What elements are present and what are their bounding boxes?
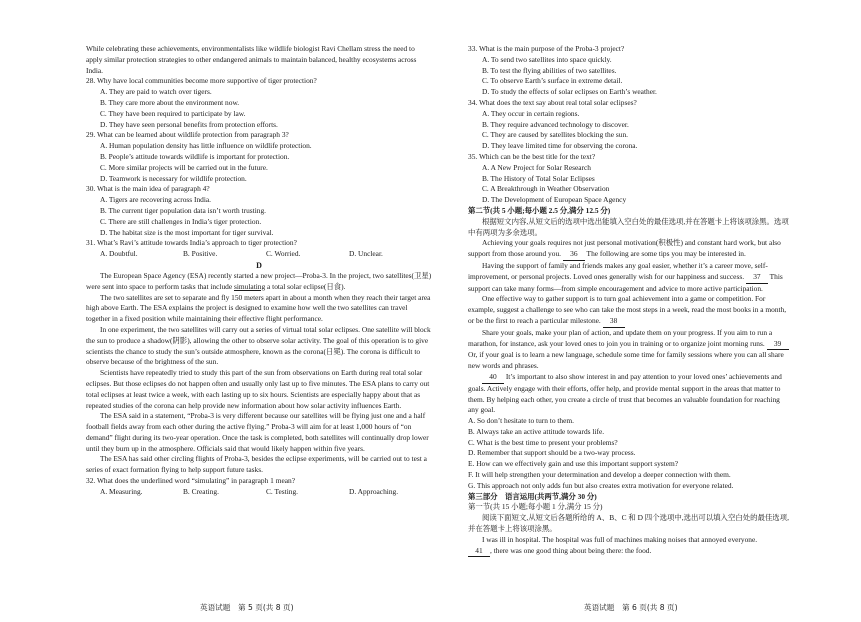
passage-d-paragraph-5: The ESA said in a statement, “Proba-3 is very different because our satellites will be flying just one and a half football fields away from each other during the active flying.” Proba-3 will aim for at least 1,000 hours of “on demand” flight during its two-year operation. Once the task is completed, both satellites will continually drop lower until they burn up in the atmosphere. Officials said that would likely happen within five years. xyxy=(86,411,429,453)
left-column xyxy=(86,44,432,498)
option: D. Unclear. xyxy=(349,249,383,259)
text: a total solar eclipse(日食). xyxy=(265,281,346,291)
option: C. More similar projects will be carried out in the future. xyxy=(100,162,268,172)
option: B. Creating. xyxy=(183,486,219,496)
option: B. Positive. xyxy=(183,249,218,259)
options-row xyxy=(86,249,432,260)
text: The European Space Agency (ESA) recently started a new project—Proba-3. In the project, two satellites(卫星) were sent into space to perform tasks that include xyxy=(86,270,432,291)
option: C. Worried. xyxy=(266,249,301,259)
option: B. They care more about the environment now. xyxy=(100,97,240,107)
option: D. To study the effects of solar eclipses on Earth’s weather. xyxy=(482,87,657,97)
option: C. There are still challenges in India’s tiger protection. xyxy=(100,216,262,226)
question-28 xyxy=(86,76,432,130)
question-31 xyxy=(86,238,432,260)
choice: G. This approach not only adds fun but also creates extra motivation for everyone related. xyxy=(468,480,734,490)
option: B. People’s attitude towards wildlife is important for protection. xyxy=(100,151,290,161)
part-3-instructions: 阅读下面短文,从短文后各题所给的 A、B、C 和 D 四个选项中,选出可以填入空白处的最佳选项,并在答题卡上将该项涂黑。 xyxy=(468,513,789,534)
option: A. Tigers are recovering across India. xyxy=(100,195,212,205)
option: B. They require advanced technology to discover. xyxy=(482,119,629,129)
text: One effective way to gather support is to turn goal achievement into a game or competition. For example, suggest a challenge to see who can take the most steps in a week, read the most books in a month, or be the first to reach a particular milestone. xyxy=(468,294,787,325)
option: D. Teamwork is necessary for wildlife protection. xyxy=(100,173,247,183)
section-2-instructions: 根据短文内容,从短文后的选项中选出能填入空白处的最佳选项,并在答题卡上将该项涂黑。选项中有两项为多余选项。 xyxy=(468,216,789,237)
blank-40: 40 xyxy=(482,372,504,384)
text: Or, if your goal is to learn a new language, schedule some time for family sessions where you can all share new words and phrases. xyxy=(468,350,784,371)
seven-choose-five-paragraph-2 xyxy=(468,261,790,294)
seven-choose-five-paragraph-5 xyxy=(468,372,790,416)
cloze-paragraph-2 xyxy=(468,546,790,558)
text: Share your goals, make your plan of action, and update them on your progress. If you aim to run a marathon, for instance, ask your loved ones to join you in training or to organize joint morning runs. xyxy=(468,327,773,348)
passage-letter: D xyxy=(256,260,262,270)
choice: A. So don’t hesitate to turn to them. xyxy=(468,416,574,426)
question-stem: 33. What is the main purpose of the Proba-3 project? xyxy=(468,44,625,53)
page-footer-right: 英语试题 第 6 页(共 8 页) xyxy=(584,603,678,612)
right-column xyxy=(468,44,790,557)
passage-c-conclusion: While celebrating these achievements, environmentalists like wildlife biologist Ravi Chellam stress the need to apply similar protection strategies to other endangered animals to maintain balanced, healthy ecosystems across India. xyxy=(86,44,417,75)
text: , there was one good thing about being there: the food. xyxy=(490,545,652,555)
section-2-heading: 第二节(共 5 小题;每小题 2.5 分,满分 12.5 分) xyxy=(468,205,611,215)
text: It’s important to also show interest in and pay attention to your loved ones’ achievements and goals. Actively engage with their efforts, offer help, and provide mental support in the areas that matter to them. By helping each other, you create a circle of trust that becomes an valuable foundation for reaching any goal. xyxy=(468,371,782,415)
option: D. They leave limited time for observing the corona. xyxy=(482,141,638,151)
question-stem: 35. Which can be the best title for the text? xyxy=(468,151,596,161)
passage-d-paragraph-4: Scientists have repeatedly tried to study this part of the sun from observations on Earth during real total solar eclipses. But those eclipses do not happen often and usually only last up to five minutes. The ESA plans to carry out total eclipses at least twice a week, with each lasting up to six hours. Scientists are especially happy about that as repeated studies of the corona can help provide new information about how solar activity influences Earth. xyxy=(86,368,430,410)
question-29 xyxy=(86,130,432,184)
question-stem: 32. What does the underlined word “simulating” in paragraph 1 mean? xyxy=(86,476,295,486)
option: C. A Breakthrough in Weather Observation xyxy=(482,184,610,194)
text: Having the support of family and friends makes any goal easier, whether it’s a career move, self-improvement, or personal projects. Loved ones generally wish for our happiness and success. xyxy=(468,260,768,281)
question-stem: 31. What’s Ravi’s attitude towards India’s approach to tiger protection? xyxy=(86,238,297,248)
blank-41: 41 xyxy=(468,546,490,558)
choice: C. What is the best time to present your problems? xyxy=(468,437,618,447)
text: The following are some tips you may be interested in. xyxy=(584,249,746,259)
blank-39: 39 xyxy=(767,339,789,351)
option: A. To send two satellites into space quickly. xyxy=(482,54,612,64)
option: A. Doubtful. xyxy=(100,249,138,259)
question-stem: 29. What can be learned about wildlife protection from paragraph 3? xyxy=(86,130,289,140)
option: D. The habitat size is the most important for tiger survival. xyxy=(100,227,274,237)
question-34 xyxy=(468,98,790,152)
option: A. They are paid to watch over tigers. xyxy=(100,87,212,97)
option: A. Measuring. xyxy=(100,486,143,496)
question-stem: 30. What is the main idea of paragraph 4? xyxy=(86,184,210,194)
option: A. Human population density has little influence on wildlife protection. xyxy=(100,141,312,151)
option: C. Testing. xyxy=(266,486,298,496)
passage-d-paragraph-2: The two satellites are set to separate and fly 150 meters apart in about a month when they reach their target area high above Earth. The ESA explains the project is designed to examine how well the two satellites can travel together in a fixed position while maintaining their effective flight performance. xyxy=(86,292,431,324)
passage-d-paragraph-3: In one experiment, the two satellites will carry out a series of virtual total solar eclipses. One satellite will block the sun to produce a shadow(阴影), allowing the other to observe solar activity. The goal of this operation is to give scientists the chance to study the sun’s outside atmosphere, known as the corona(日冕). The corona is difficult to observe because of the brightness of the sun. xyxy=(86,324,431,367)
underlined-word: simulating xyxy=(233,281,266,291)
option: C. They are caused by satellites blocking the sun. xyxy=(482,130,628,140)
text: This support can take many forms—from simple encouragement and advice to more active participation. xyxy=(468,271,783,293)
question-35 xyxy=(468,152,790,206)
option: B. To test the flying abilities of two satellites. xyxy=(482,65,617,75)
option: D. Approaching. xyxy=(349,486,399,496)
question-30 xyxy=(86,184,432,238)
option: A. They occur in certain regions. xyxy=(482,108,580,118)
part-3-heading: 第三部分 语言运用(共两节,满分 30 分) xyxy=(468,491,597,501)
choice: F. It will help strengthen your determination and develop a deeper connection with them. xyxy=(468,470,731,480)
option: B. The History of Total Solar Eclipses xyxy=(482,173,595,183)
text: Achieving your goals requires not just personal motivation(积极性) and constant hard work, but also support from those around you. xyxy=(468,238,781,259)
options-row xyxy=(86,487,432,498)
option: D. The Development of European Space Agency xyxy=(482,195,627,205)
seven-choose-five-paragraph-3 xyxy=(468,294,790,327)
answer-choices xyxy=(468,416,790,492)
part-3-section-1-heading: 第一节(共 15 小题;每小题 1 分,满分 15 分) xyxy=(468,502,603,512)
choice: D. Remember that support should be a two-way process. xyxy=(468,448,636,458)
passage-d-paragraph-6: The ESA has said other circling flights of Proba-3, besides the eclipse experiments, will be carried out to test a series of exact formation flying to help support future tasks. xyxy=(86,454,427,475)
blank-36: 36 xyxy=(563,249,585,261)
option: C. To observe Earth’s surface in extreme detail. xyxy=(482,76,623,86)
cloze-paragraph-1: I was ill in hospital. The hospital was full of machines making noises that annoyed everyone. xyxy=(482,534,758,544)
option: C. They have been required to participate by law. xyxy=(100,108,246,118)
passage-d-paragraph-1 xyxy=(86,271,432,293)
question-33 xyxy=(468,44,790,98)
page-footer-left: 英语试题 第 5 页(共 8 页) xyxy=(200,603,294,612)
choice: B. Always take an active attitude towards life. xyxy=(468,426,605,436)
blank-38: 38 xyxy=(603,316,625,328)
question-32 xyxy=(86,476,432,498)
question-stem: 34. What does the text say about real total solar eclipses? xyxy=(468,97,637,107)
question-stem: 28. Why have local communities become more supportive of tiger protection? xyxy=(86,76,317,86)
seven-choose-five-paragraph-4 xyxy=(468,328,790,372)
option: A. A New Project for Solar Research xyxy=(482,162,591,172)
option: D. They have seen personal benefits from protection efforts. xyxy=(100,119,278,129)
choice: E. How can we effectively gain and use this important support system? xyxy=(468,459,679,469)
option: B. The current tiger population data isn’t worth trusting. xyxy=(100,205,266,215)
seven-choose-five-paragraph-1 xyxy=(468,238,790,261)
blank-37: 37 xyxy=(746,272,768,284)
